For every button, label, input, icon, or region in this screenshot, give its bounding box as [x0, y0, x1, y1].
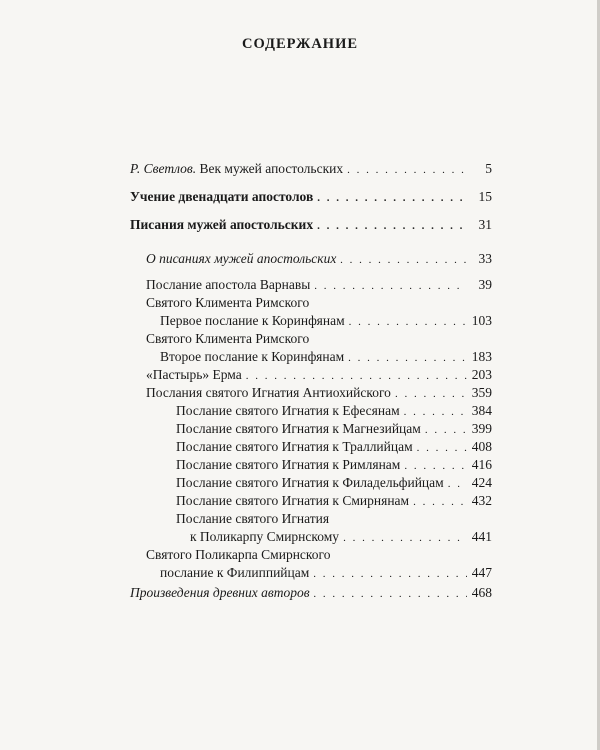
- toc-entry-barnabas[interactable]: [146, 276, 492, 295]
- toc-entry-label: Послания святого Игнатия Антиохийского: [146, 385, 391, 400]
- toc-entry-magnesians[interactable]: [176, 420, 492, 439]
- toc-entry-smyrnaeans[interactable]: [176, 492, 492, 511]
- toc-page-number: 359: [471, 385, 492, 400]
- toc-entry-philadelphians[interactable]: [176, 474, 492, 493]
- toc-page-number: 39: [478, 277, 492, 292]
- toc-entry-label: Послание святого Игнатия к Траллийцам: [176, 439, 413, 454]
- toc-entry-label: Писания мужей апостольских: [130, 217, 314, 232]
- toc-entry-label: Послание святого Игнатия к Ефесянам: [176, 403, 400, 418]
- toc-page-number: 468: [471, 585, 492, 600]
- toc-page-number: 183: [471, 349, 492, 364]
- toc-page-number: 31: [478, 217, 492, 232]
- leader-dots: [349, 313, 467, 331]
- leader-dots: [246, 367, 467, 385]
- toc-entry-clement-2[interactable]: [160, 348, 492, 367]
- toc-page-number: 424: [471, 475, 492, 490]
- toc-entry-hermas[interactable]: [146, 366, 492, 385]
- leader-dots: [448, 475, 467, 493]
- leader-dots: [425, 421, 467, 439]
- toc-entry-label: Послание святого Игнатия к Филадельфийцам: [176, 475, 444, 490]
- leader-dots: [404, 403, 467, 421]
- toc-entry-label: Произведения древних авторов: [130, 585, 310, 600]
- toc-page-number: 203: [471, 367, 492, 382]
- toc-entry-label: О писаниях мужей апостольских: [146, 251, 337, 266]
- toc-entry-svetlov[interactable]: [130, 160, 492, 179]
- toc-page-number: 33: [478, 251, 492, 266]
- toc-entry-to-polycarp[interactable]: [190, 528, 492, 547]
- toc-page-number: 103: [471, 313, 492, 328]
- leader-dots: [313, 565, 467, 583]
- toc-page-number: 432: [471, 493, 492, 508]
- toc-entry-ephesians[interactable]: [176, 402, 492, 421]
- toc-author: Р. Светлов.: [130, 161, 197, 176]
- toc-entry-label: Учение двенадцати апостолов: [130, 189, 314, 204]
- toc-page-number: 5: [485, 161, 492, 176]
- leader-dots: [395, 385, 467, 403]
- toc-entry-label: Послание святого Игнатия к Магнезийцам: [176, 421, 421, 436]
- toc-entry-polycarp-heading: Святого Поликарпа Смирнского: [146, 547, 331, 562]
- toc-page-number: 447: [471, 565, 492, 580]
- toc-entry-polycarp-letter-heading: Послание святого Игнатия: [176, 511, 330, 526]
- leader-dots: [317, 189, 467, 207]
- leader-dots: [348, 349, 467, 367]
- toc-entry-ancient-authors[interactable]: [130, 584, 492, 603]
- toc-entry-clement-1[interactable]: [160, 312, 492, 331]
- toc-entry-clement-1-heading: Святого Климента Римского: [146, 295, 310, 310]
- toc-entry-romans[interactable]: [176, 456, 492, 475]
- leader-dots: [417, 439, 467, 457]
- toc-entry-label: Послание апостола Варнавы: [146, 277, 311, 292]
- toc-entry-label: Век мужей апостольских: [196, 161, 344, 176]
- leader-dots: [314, 585, 467, 603]
- leader-dots: [343, 529, 467, 547]
- leader-dots: [317, 217, 467, 235]
- page-title: СОДЕРЖАНИЕ: [241, 36, 359, 52]
- leader-dots: [340, 251, 467, 269]
- toc-entry-didache[interactable]: [130, 188, 492, 207]
- leader-dots: [413, 493, 467, 511]
- toc-entry-label: Второе послание к Коринфянам: [160, 349, 345, 364]
- toc-entry-label: к Поликарпу Смирнскому: [190, 529, 340, 544]
- leader-dots: [347, 161, 467, 179]
- toc-entry-label: Послание святого Игнатия к Римлянам: [176, 457, 401, 472]
- toc-page-number: 399: [471, 421, 492, 436]
- toc-entry-writings[interactable]: [130, 216, 492, 235]
- toc-entry-label: Послание святого Игнатия к Смирнянам: [176, 493, 410, 508]
- toc-page-number: 441: [471, 529, 492, 544]
- leader-dots: [404, 457, 467, 475]
- toc-page-number: 408: [471, 439, 492, 454]
- toc-entry-label: послание к Филиппийцам: [160, 565, 310, 580]
- toc-page-number: 416: [471, 457, 492, 472]
- toc-entry-about-writings[interactable]: [146, 250, 492, 269]
- leader-dots: [314, 277, 467, 295]
- toc-entry-trallians[interactable]: [176, 438, 492, 457]
- toc-entry-philippians[interactable]: [160, 564, 492, 583]
- toc-entry-clement-2-heading: Святого Климента Римского: [146, 331, 310, 346]
- toc-entry-label: «Пастырь» Ерма: [146, 367, 242, 382]
- toc-page-number: 15: [478, 189, 492, 204]
- toc-entry-ignatius[interactable]: [146, 384, 492, 403]
- toc-page-number: 384: [471, 403, 492, 418]
- toc-entry-label: Первое послание к Коринфянам: [160, 313, 345, 328]
